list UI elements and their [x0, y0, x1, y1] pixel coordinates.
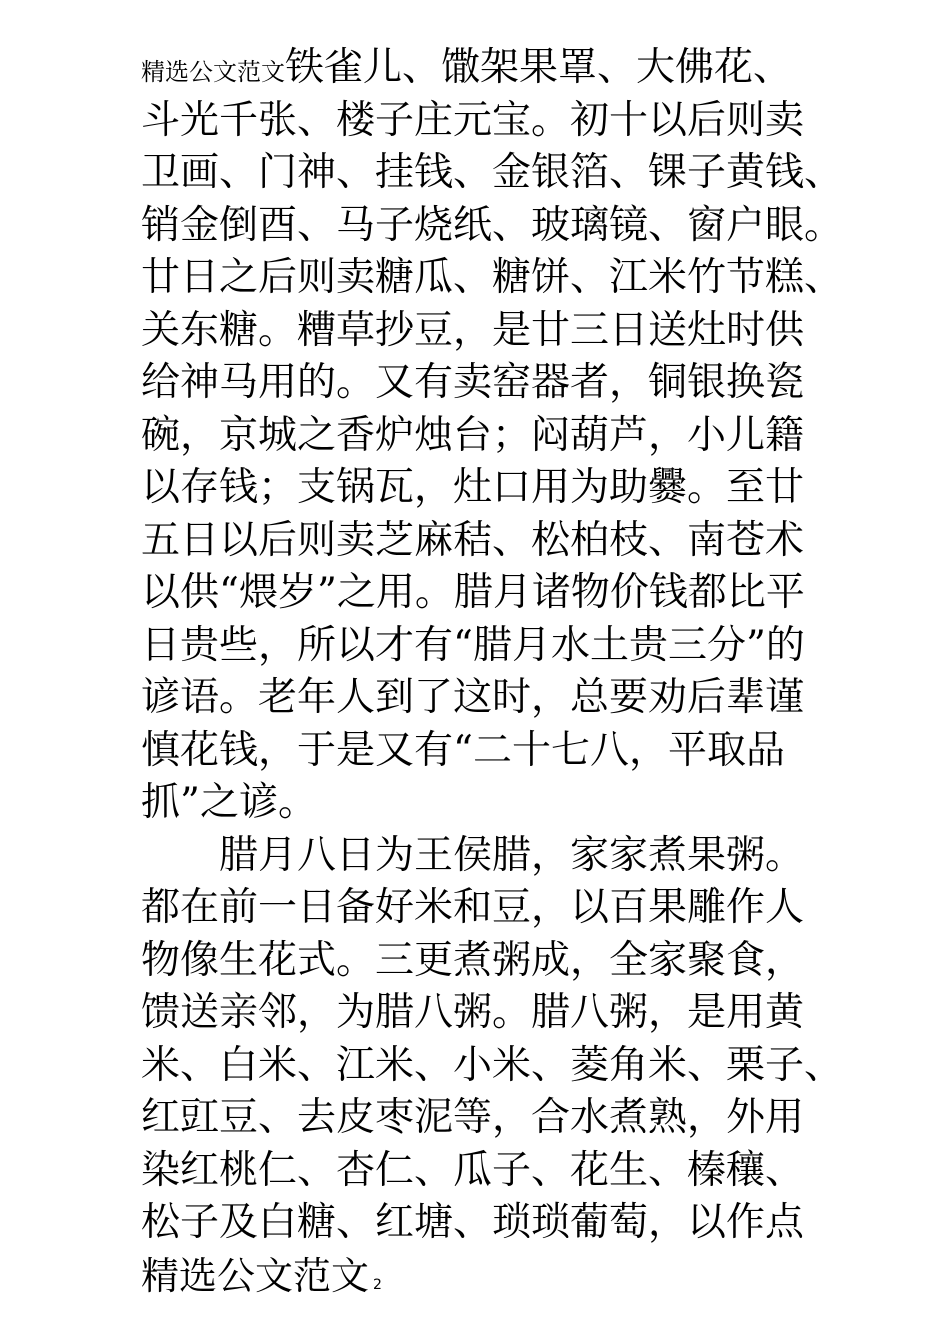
paragraph-line: 以供“煨岁”之用。腊月诸物价钱都比平: [141, 570, 805, 615]
page-number: 2: [373, 1276, 382, 1293]
paragraph-line: 慎花钱，于是又有“二十七八，平取品: [141, 727, 785, 773]
paragraph-line: 碗，京城之香炉烛台；闷葫芦，小儿籍: [141, 412, 805, 458]
paragraph-line: 抓”之谚。: [141, 780, 317, 825]
paragraph-line: 卫画、门神、挂钱、金银箔、锞子黄钱、: [141, 150, 844, 195]
paragraph-line: 以存钱；支锅瓦，灶口用为助爨。至廿: [141, 465, 805, 510]
first-line: [141, 42, 821, 95]
paragraph-line: 红豇豆、去皮枣泥等，合水煮熟，外用: [141, 1095, 805, 1140]
paragraph-line: 斗光千张、楼子庄元宝。初十以后则卖: [141, 97, 805, 143]
paragraph-line: 米、白米、江米、小米、菱角米、栗子、: [141, 1042, 844, 1088]
paragraph-first-line: 腊月八日为王侯腊，家家煮果粥。: [219, 832, 805, 878]
footer: [141, 1250, 821, 1303]
footer-label: 精选公文范文: [141, 1253, 370, 1298]
paragraph-line: 物像生花式。三更煮粥成，全家聚食，: [141, 937, 805, 983]
paragraph-line: 松子及白糖、红塘、琐琐葡萄，以作点: [141, 1200, 805, 1245]
header-label: 精选公文范文: [141, 58, 285, 86]
paragraph-line: 五日以后则卖芝麻秸、松柏枝、南苍术: [141, 517, 805, 563]
paragraph-line: 铁雀儿、馓架果罩、大佛花、: [285, 45, 793, 90]
paragraph-line: 都在前一日备好米和豆，以百果雕作人: [141, 885, 805, 930]
paragraph-line: 廿日之后则卖糖瓜、糖饼、江米竹节糕、: [141, 255, 844, 300]
paragraph-line: 销金倒酉、马子烧纸、玻璃镜、窗户眼。: [141, 202, 844, 248]
paragraph-line: 染红桃仁、杏仁、瓜子、花生、榛穰、: [141, 1147, 805, 1193]
document-body: [141, 42, 844, 1302]
paragraph-line: 给神马用的。又有卖窑器者，铜银换瓷: [141, 360, 805, 405]
paragraph-line: 关东糖。糟草抄豆，是廿三日送灶时供: [141, 307, 805, 353]
paragraph-line: 馈送亲邻，为腊八粥。腊八粥，是用黄: [141, 990, 805, 1035]
paragraph-line: 日贵些，所以才有“腊月水土贵三分”的: [141, 622, 805, 668]
paragraph-line: 谚语。老年人到了这时，总要劝后辈谨: [141, 675, 805, 720]
